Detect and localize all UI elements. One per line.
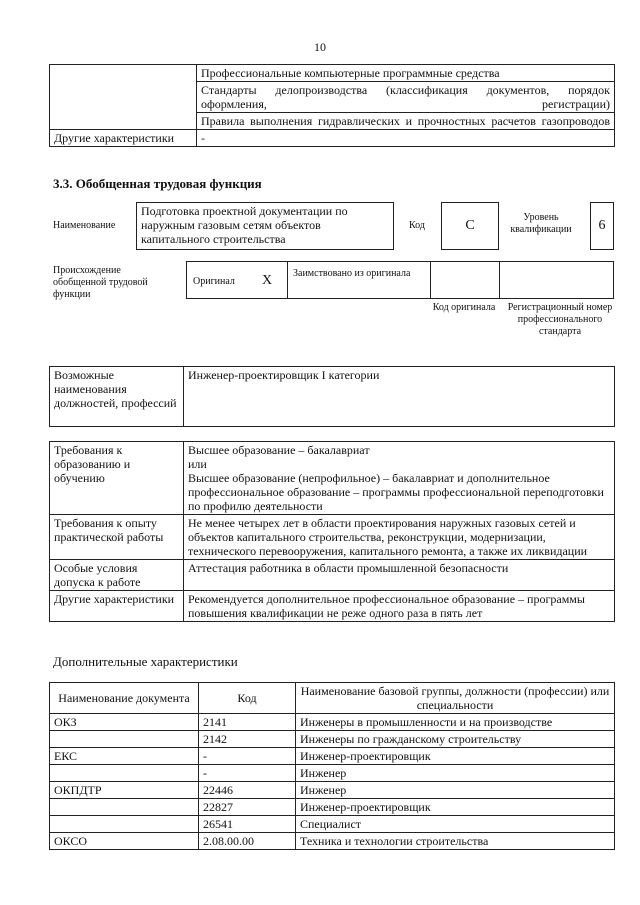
table-row bbox=[50, 714, 615, 731]
level-value: 6 bbox=[590, 202, 614, 250]
group-cell: Специалист bbox=[296, 816, 615, 833]
table-row bbox=[50, 816, 615, 833]
positions-value: Инженер-проектировщик I категории bbox=[184, 367, 615, 427]
table-row bbox=[50, 782, 615, 799]
code-cell: 2142 bbox=[199, 731, 296, 748]
borrowed-label: Заимствовано из оригинала bbox=[293, 268, 411, 279]
requirement-value bbox=[184, 560, 615, 591]
origin-box bbox=[186, 261, 614, 299]
group-cell: Инженер-проектировщик bbox=[296, 748, 615, 765]
table-row bbox=[50, 833, 615, 850]
code-cell: - bbox=[199, 748, 296, 765]
group-cell: Инженер bbox=[296, 765, 615, 782]
header-document: Наименование документа bbox=[50, 683, 199, 714]
name-label: Наименование bbox=[53, 220, 116, 231]
other-characteristics-label: Другие характеристики bbox=[50, 130, 197, 147]
doc-cell bbox=[50, 731, 199, 748]
knowledge-row: Стандарты делопроизводства (классификация документов, порядок оформления, регистрации) bbox=[197, 82, 615, 113]
origin-label: Происхождение обобщенной трудовой функции bbox=[53, 265, 148, 300]
requirement-label: Требования к образованию и обучению bbox=[50, 442, 184, 515]
divider bbox=[287, 262, 288, 298]
knowledge-table bbox=[49, 64, 615, 147]
original-mark: X bbox=[262, 273, 273, 288]
code-cell: 2.08.00.00 bbox=[199, 833, 296, 850]
group-cell: Техника и технологии строительства bbox=[296, 833, 615, 850]
divider bbox=[430, 262, 431, 298]
table-row bbox=[50, 799, 615, 816]
table-row bbox=[50, 748, 615, 765]
original-label: Оригинал bbox=[193, 276, 235, 287]
requirement-line: Рекомендуется дополнительное профессиональное образование – программы повышения квалификации не реже одного раза в пять лет bbox=[188, 592, 585, 620]
requirement-line: или bbox=[188, 457, 207, 471]
requirement-label: Требования к опыту практической работы bbox=[50, 515, 184, 560]
other-characteristics-value: - bbox=[197, 130, 615, 147]
requirement-value bbox=[184, 591, 615, 622]
group-cell: Инженеры в промышленности и на производстве bbox=[296, 714, 615, 731]
requirement-line: Аттестация работника в области промышленной безопасности bbox=[188, 561, 509, 575]
page-number: 10 bbox=[314, 40, 326, 54]
doc-cell: ОКЗ bbox=[50, 714, 199, 731]
requirement-label: Другие характеристики bbox=[50, 591, 184, 622]
positions-label: Возможные наименования должностей, профессий bbox=[50, 367, 184, 427]
divider bbox=[499, 262, 500, 298]
table-row bbox=[50, 731, 615, 748]
doc-cell bbox=[50, 816, 199, 833]
code-cell: - bbox=[199, 765, 296, 782]
requirement-label: Особые условия допуска к работе bbox=[50, 560, 184, 591]
code-cell: 2141 bbox=[199, 714, 296, 731]
doc-cell bbox=[50, 799, 199, 816]
code-value: C bbox=[441, 202, 499, 250]
requirement-line: Высшее образование – бакалавриат bbox=[188, 443, 370, 457]
code-caption: Код оригинала bbox=[432, 302, 496, 313]
group-cell: Инженер bbox=[296, 782, 615, 799]
group-cell: Инженеры по гражданскому строительству bbox=[296, 731, 615, 748]
requirement-line: Не менее четырех лет в области проектирования наружных газовых сетей и объектов капитального строительства, реконструкции, модернизации, технического перевооружения, капитального ремонта, а также их ликвидации bbox=[188, 516, 588, 558]
knowledge-row: Правила выполнения гидравлических и прочностных расчетов газопроводов bbox=[197, 113, 615, 130]
doc-cell bbox=[50, 765, 199, 782]
level-label: Уровень квалификации bbox=[510, 212, 572, 235]
table-row bbox=[50, 765, 615, 782]
section-title: 3.3. Обобщенная трудовая функция bbox=[53, 176, 262, 191]
knowledge-row: Профессиональные компьютерные программные средства bbox=[197, 65, 615, 82]
code-cell: 26541 bbox=[199, 816, 296, 833]
requirement-value bbox=[184, 515, 615, 560]
doc-cell: ЕКС bbox=[50, 748, 199, 765]
doc-cell: ОКПДТР bbox=[50, 782, 199, 799]
reg-caption: Регистрационный номер профессионального стандарта bbox=[507, 302, 613, 337]
code-cell: 22446 bbox=[199, 782, 296, 799]
requirements-table bbox=[49, 441, 615, 622]
function-name: Подготовка проектной документации по наружным газовым сетям объектов капитального строительства bbox=[136, 202, 394, 250]
requirement-value bbox=[184, 442, 615, 515]
header-code: Код bbox=[199, 683, 296, 714]
code-cell: 22827 bbox=[199, 799, 296, 816]
empty-label-cell bbox=[50, 65, 197, 130]
requirement-line: Высшее образование (непрофильное) – бакалавриат и дополнительное профессиональное образование – программы профессиональной переподготовки по профилю деятельности bbox=[188, 471, 604, 513]
group-cell: Инженер-проектировщик bbox=[296, 799, 615, 816]
additional-title: Дополнительные характеристики bbox=[53, 654, 238, 669]
header-group: Наименование базовой группы, должности (профессии) или специальности bbox=[296, 683, 615, 714]
code-label: Код bbox=[409, 220, 425, 231]
positions-table bbox=[49, 366, 615, 427]
doc-cell: ОКСО bbox=[50, 833, 199, 850]
additional-table bbox=[49, 682, 615, 850]
